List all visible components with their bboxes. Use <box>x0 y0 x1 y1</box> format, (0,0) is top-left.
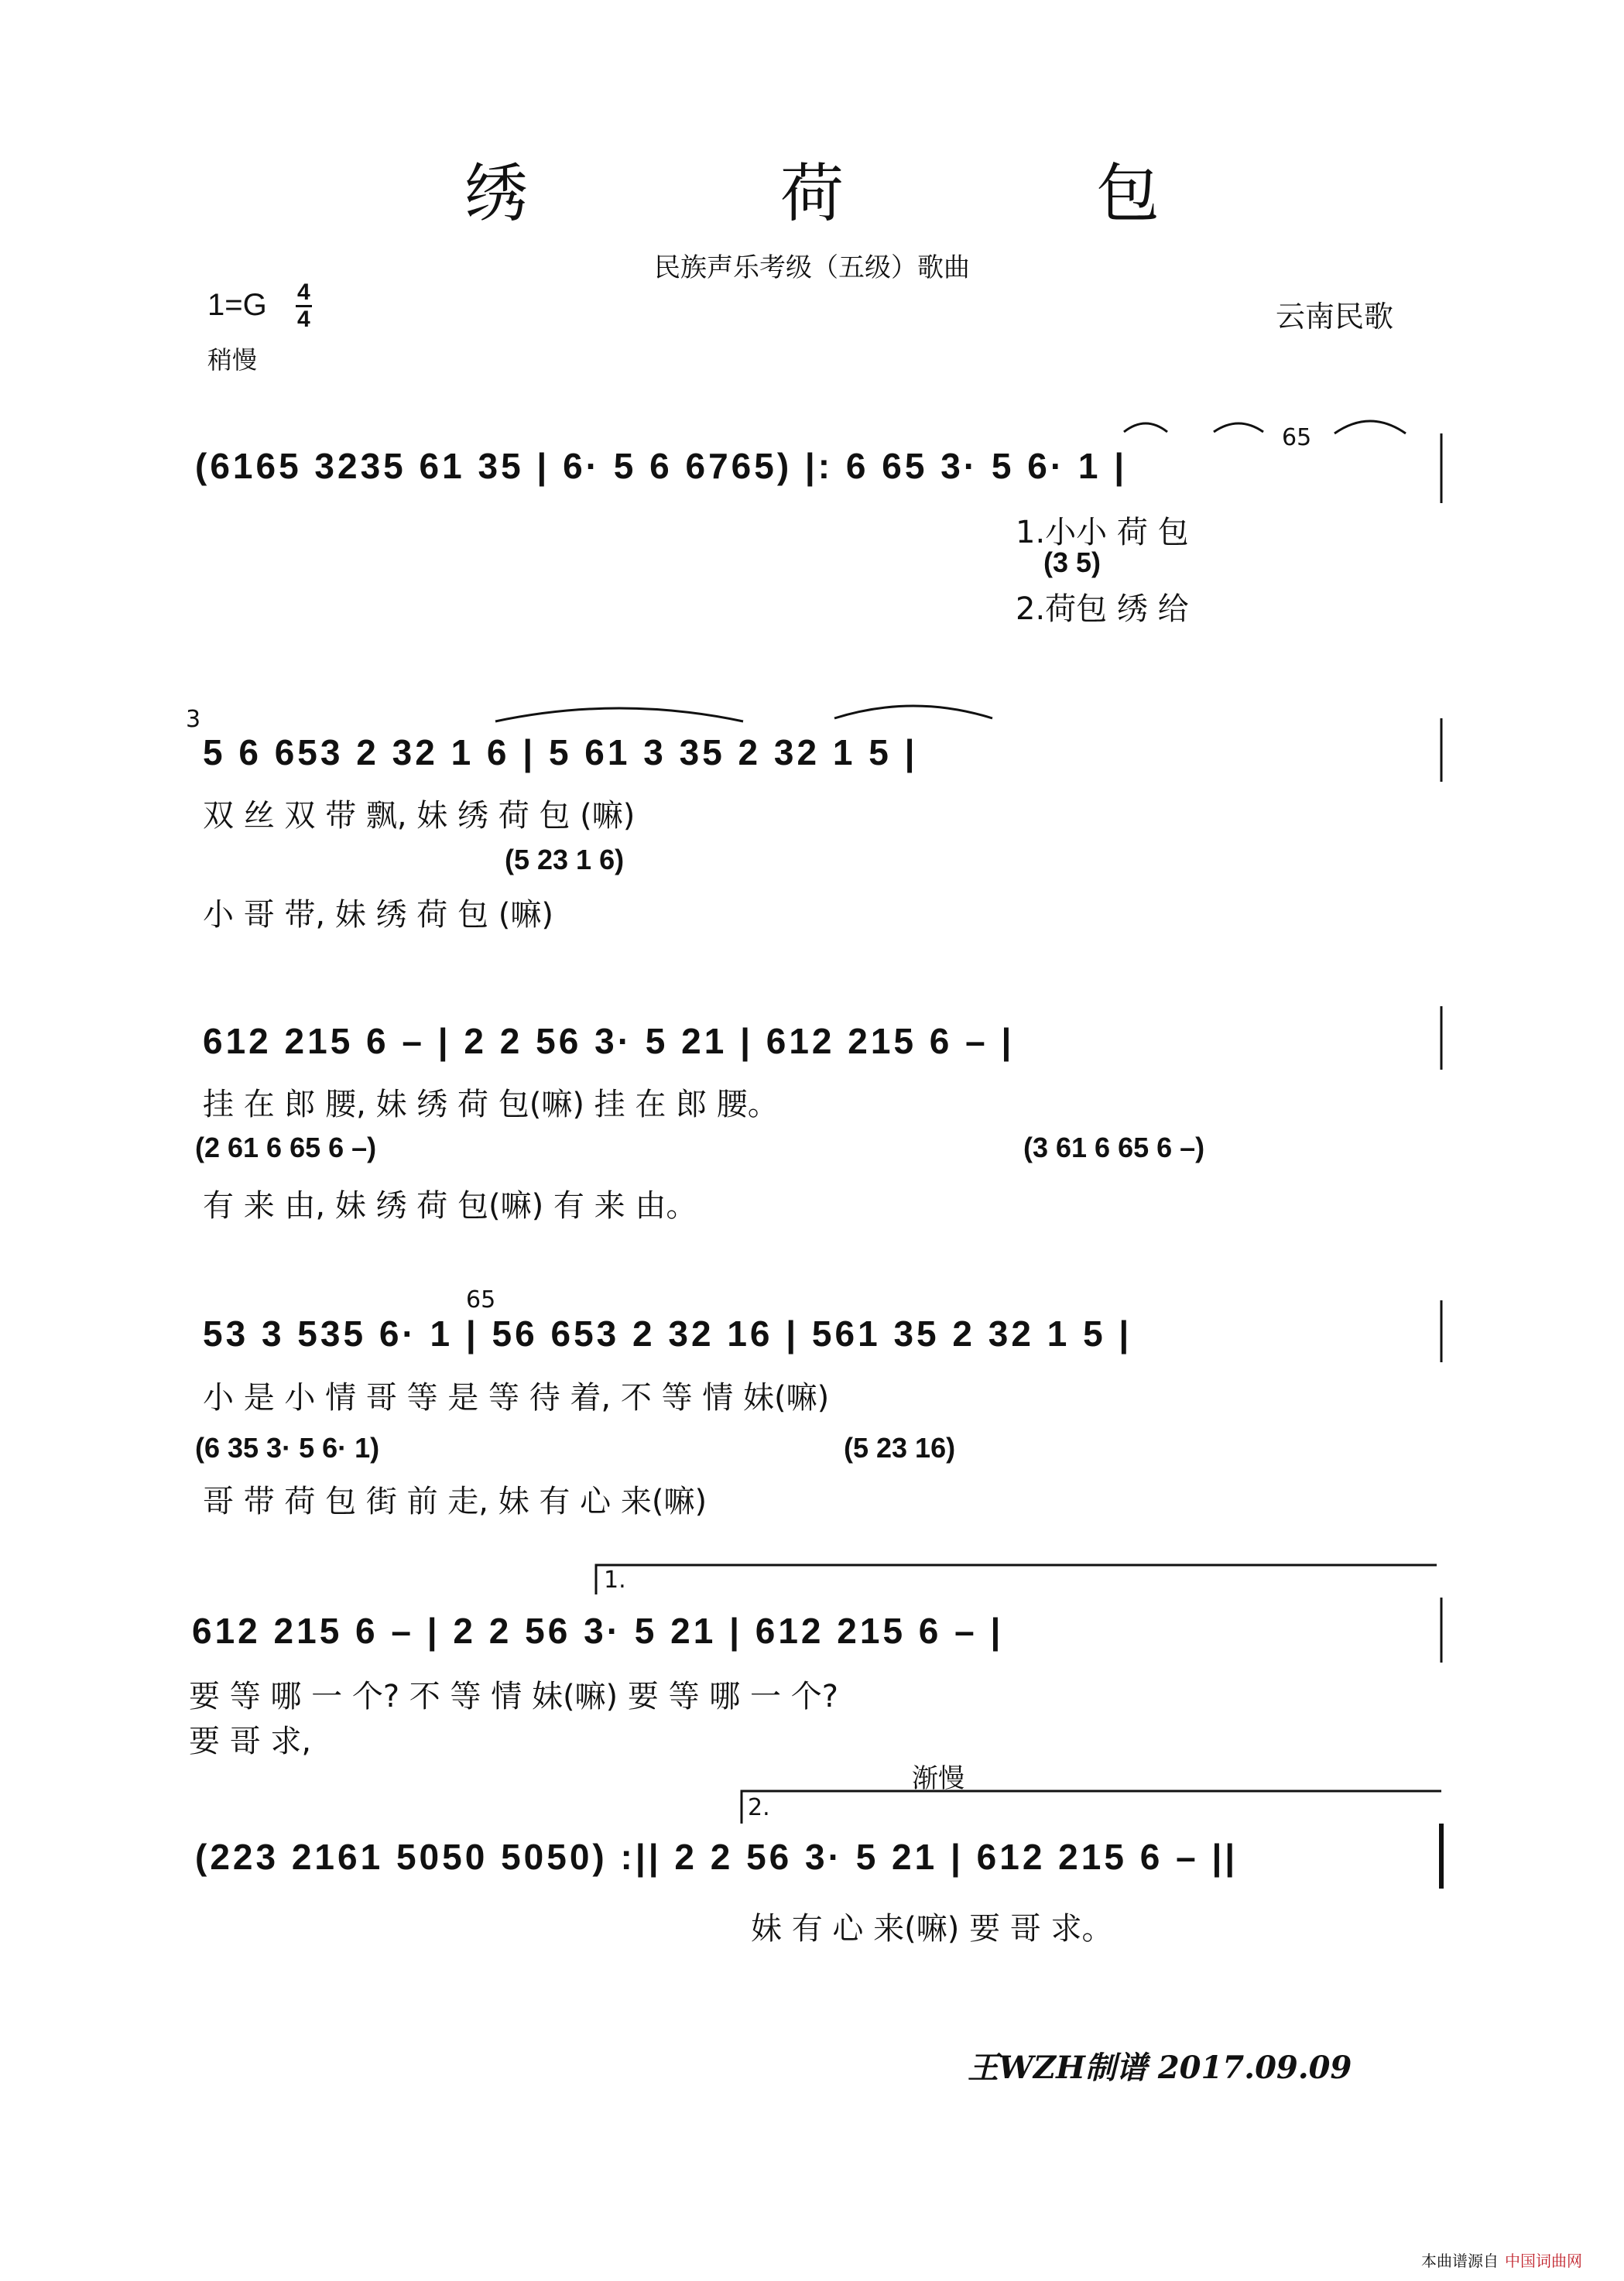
alt-notation-1: (3 5) <box>1043 546 1102 578</box>
volta-1: 1. <box>604 1567 626 1594</box>
alt-notation-2: (5 23 1 6) <box>505 844 625 875</box>
key-signature: 1=G <box>207 288 267 322</box>
notation-line-1: (6165 3235 61 35 | 6· 5 6 6765) |: 6 65 3· 5 6· 1 | <box>195 446 1128 486</box>
lyric-line-5b: 要 哥 求, <box>189 1724 312 1759</box>
alt-notation-4b: (5 23 16) <box>844 1432 956 1464</box>
lyric-line-4b: 哥 带 荷 包 街 前 走, 妹 有 心 来(嘛) <box>203 1484 708 1519</box>
song-title: 绣 荷 包 <box>464 157 1276 231</box>
alt-notation-3b: (3 61 6 65 6 –) <box>1023 1132 1205 1163</box>
grace-note: 65 <box>1282 424 1312 451</box>
lyric-line-2b: 小 哥 带, 妹 绣 荷 包 (嘛) <box>203 897 553 933</box>
notation-line-6: (223 2161 5050 5050) :|| 2 2 56 3· 5 21 | 612 215 6 – || <box>195 1837 1239 1877</box>
alt-notation-3a: (2 61 6 65 6 –) <box>195 1132 377 1163</box>
transcriber-credit: 王WZH制谱 2017.09.09 <box>968 2050 1352 2086</box>
grace-note: 3 <box>186 706 201 733</box>
lyric-line-4a: 小 是 小 情 哥 等 是 等 待 着, 不 等 情 妹(嘛) <box>203 1380 830 1416</box>
notation-line-4: 53 3 535 6· 1 | 56 653 2 32 16 | 561 35 2 32 1 5 | <box>203 1313 1132 1354</box>
footer-source: 本曲谱源自 <box>1421 2252 1499 2270</box>
subtitle: 民族声乐考级（五级）歌曲 <box>654 252 970 283</box>
footer-site: 中国词曲网 <box>1505 2252 1582 2270</box>
lyric-line-3a: 挂 在 郎 腰, 妹 绣 荷 包(嘛) 挂 在 郎 腰。 <box>203 1087 779 1122</box>
lyric-line-5a: 要 等 哪 一 个? 不 等 情 妹(嘛) 要 等 哪 一 个? <box>189 1679 838 1714</box>
notation-line-5: 612 215 6 – | 2 2 56 3· 5 21 | 612 215 6 – | <box>192 1611 1004 1651</box>
lyric-line-1a: 1.小小 荷 包 <box>1016 515 1189 550</box>
tempo-change: 渐慢 <box>912 1763 964 1794</box>
notation-line-3: 612 215 6 – | 2 2 56 3· 5 21 | 612 215 6 – | <box>203 1021 1015 1061</box>
lyric-line-6: 妹 有 心 来(嘛) 要 哥 求。 <box>751 1911 1113 1947</box>
time-signature-top: 4 <box>296 280 312 307</box>
grace-note: 65 <box>466 1286 496 1313</box>
tempo-marking: 稍慢 <box>207 345 258 375</box>
volta-2: 2. <box>748 1794 770 1821</box>
alt-notation-4a: (6 35 3· 5 6· 1) <box>195 1432 380 1464</box>
lyric-line-3b: 有 来 由, 妹 绣 荷 包(嘛) 有 来 由。 <box>203 1188 697 1224</box>
lyric-line-1b: 2.荷包 绣 给 <box>1016 591 1189 627</box>
lyric-line-2a: 双 丝 双 带 飘, 妹 绣 荷 包 (嘛) <box>203 798 636 834</box>
time-signature-bottom: 4 <box>297 307 310 332</box>
song-origin: 云南民歌 <box>1276 300 1394 334</box>
notation-line-2: 5 6 653 2 32 1 6 | 5 61 3 35 2 32 1 5 | <box>203 732 918 772</box>
